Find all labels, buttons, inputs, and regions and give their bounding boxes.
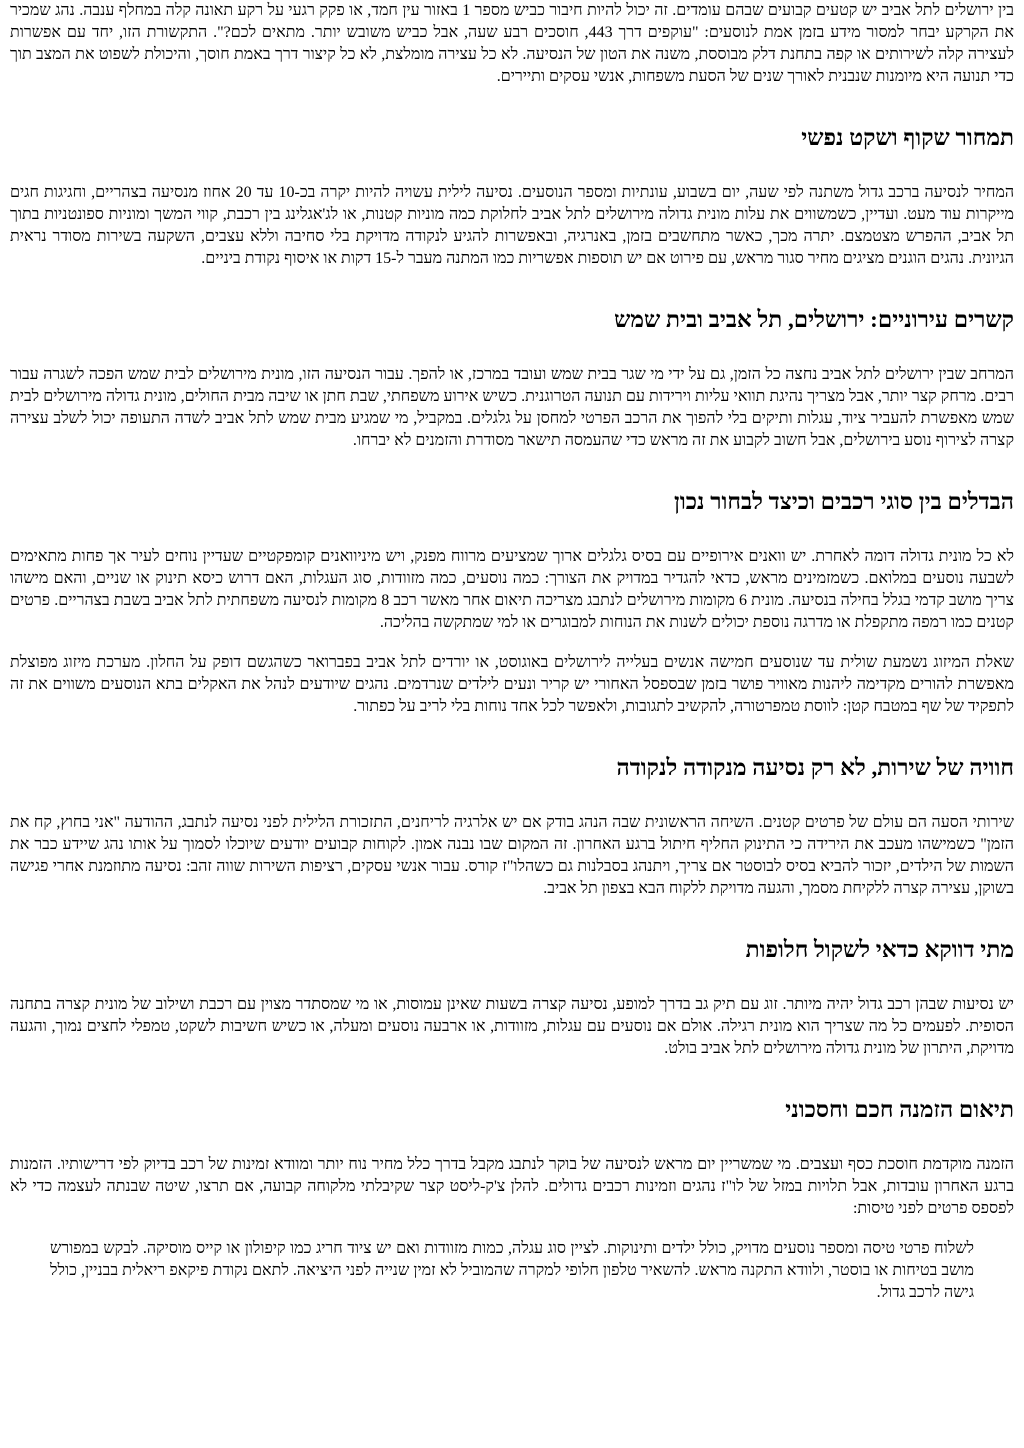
paragraph: המחיר לנסיעה ברכב גדול משתנה לפי שעה, יום בשבוע, עונתיות ומספר הנוסעים. נסיעה לילית עשויה להיות יקרה בכ-10 עד 20 אחוז מנסיעה בצהריים, וחגיגות חגים מייקרות עוד מעט. ועדיין, כשמשווים את עלות מונית גדולה מירושלים לתל אביב לחלוקת כמה מוניות קטנות, או לג'אגלינג בין רכבת, קווי המשך ומוניות ספונטניות בתוך תל אביב, ההפרש מצטמצם. יתרה מכך, כאשר מתחשבים בזמן, באנרגיה, ובאפשרות להגיע לנקודה מדויקת בלי סחיבה וללא עצבים, השקעה בשירות מסודר נראית הגיונית. נהגים הוגנים מציגים מחיר סגור מראש, עם פירוט אם יש תוספות אפשריות כמו המתנה מעבר ל-15 דקות או איסוף נקודת ביניים.: [10, 184, 1015, 267]
checklist-quote: [50, 1238, 974, 1304]
section-heading: חוויה של שירות, לא רק נסיעה מנקודה לנקודה: [616, 755, 1014, 780]
section-urban-links: [10, 306, 1014, 452]
section-alternatives: [10, 936, 1014, 1060]
section-pricing: [10, 124, 1014, 270]
section-smart-booking: [10, 1096, 1014, 1304]
paragraph: הזמנה מוקדמת חוסכת כסף ועצבים. מי שמשריין יום מראש לנסיעה של בוקר לנתבג מקבל בדרך כלל מחיר נוח יותר ומוודא זמינות של רכב בדיוק לפי דרישותיו. הזמנות ברגע האחרון עובדות, אבל תלויות במזל של לו"ז נהגים וזמינות רכבים גדולים. להלן צ'ק-ליסט קצר שקיבלתי מלקוחה קבועה, אם תרצו, שיטה שבנתה לעצמה כדי לא לפספס פרטים לפני טיסות:: [10, 1156, 1014, 1217]
section-heading: תיאום הזמנה חכם וחסכוני: [785, 1097, 1014, 1122]
section-heading: תמחור שקוף ושקט נפשי: [801, 125, 1014, 150]
section-service-experience: [10, 754, 1014, 900]
paragraph: המרחב שבין ירושלים לתל אביב נחצה כל הזמן, גם על ידי מי שגר בבית שמש ועובד במרכז, או להפך. עבור הנסיעה הזו, מונית מירושלים לבית שמש הפכה לשגרה עבור רבים. מרחק קצר יותר, אבל מצריך נהיגת תוואי עליות וירידות עם תנועה הטרוגנית. כשיש אירוע משפחתי, שבת חתן או שיבה מבית החולים, מונית גדולה מירושלים לבית שמש מאפשרת להעביר ציוד, עגלות ותיקים בלי להפוך את הרכב הפרטי למחסן על גלגלים. במקביל, מי שמגיע מבית שמש לתל אביב לשדה התעופה יכול לשלב עצירה קצרה לצירוף נוסע בירושלים, אבל חשוב לקבוע את זה מראש כדי שהעמסה תישאר מסודרת והזמנים לא יברחו.: [10, 366, 1014, 449]
paragraph: לא כל מונית גדולה דומה לאחרת. יש וואנים אירופיים עם בסיס גלגלים ארוך שמציעים מרווח מפנק, ויש מיניוואנים קומפקטיים שעדיין נוחים לעיר אך פחות מתאימים לשבעה נוסעים במלואם. כשמזמינים מראש, כדאי להגדיר במדויק את הצורך: כמה נוסעים, כמה מזוודות, סוג העגלות, האם דרוש כיסא תינוק או שניים, והאם מישהו צריך מושב קדמי בגלל בחילה בנסיעה. מונית 6 מקומות מירושלים לנתבג מצריכה תיאום אחר מאשר רכב 8 מקומות לנסיעה משפחתית לתל אביב בשבת בצהריים. פרטים קטנים כמו רמפה מתקפלת או מדרגה נוספת יכולים לשנות את הנוחות למבוגרים או למי שמתקשה בהליכה.: [10, 548, 1015, 631]
section-vehicle-types: [10, 488, 1014, 718]
section-heading: הבדלים בין סוגי רכבים וכיצד לבחור נכון: [674, 489, 1014, 514]
paragraph: שירותי הסעה הם עולם של פרטים קטנים. השיחה הראשונית שבה הנהג בודק אם יש אלרגיה לריחנים, התזכורת הלילית לפני נסיעה לנתבג, ההודעה "אני בחוץ, קח את הזמן" כשמישהו מעכב את הירידה כי התינוק החליף חיתול ברגע האחרון. זה המקום שבו נבנה אמון. לקוחות קבועים יודעים שיוכלו לסמוך על אותו נהג שיידע כבר את השמות של הילדים, יזכור להביא בסיס לבוסטר אם צריך, ויתנהג בסבלנות גם כשהלו"ז קורס. עבור אנשי עסקים, רציפות השירות שווה זהב: נסיעה מתוזמנת אחרי פגישה בשוקן, עצירה קצרה ללקיחת מסמך, והגעה מדויקת ללקוח הבא בצפון תל אביב.: [10, 814, 1014, 897]
section-heading: קשרים עירוניים: ירושלים, תל אביב ובית שמש: [614, 307, 1014, 332]
section-heading: מתי דווקא כדאי לשקול חלופות: [745, 937, 1014, 962]
paragraph: יש נסיעות שבהן רכב גדול יהיה מיותר. זוג עם תיק גב בדרך למופע, נסיעה קצרה בשעות שאינן עמוסות, או מי שמסתדר מצוין עם רכבת ושילוב של מונית קצרה בתחנה הסופית. לפעמים כל מה שצריך הוא מונית רגילה. אולם אם נוסעים עם עגלות, מזוודות, או ארבעה נוסעים ומעלה, או כשיש חשיבות לשקט, טמפלי לחצים נמוך, והגעה מדויקת, היתרון של מונית גדולה מירושלים לתל אביב בולט.: [10, 996, 1014, 1057]
quote-text: לשלוח פרטי טיסה ומספר נוסעים מדויק, כולל ילדים ותינוקות. לציין סוג עגלה, כמות מזוודות ואם יש ציוד חריג כמו קיפולון או קייס מוסיקה. לבקש במפורש מושב בטיחות או בוסטר, ולוודא התקנה מראש. להשאיר טלפון חלופי למקרה שהמוביל לא זמין שנייה לפני היציאה. לתאם נקודת פיקאפ ריאלית בבניין, כולל גישה לרכב גדול.: [50, 1240, 974, 1301]
intro-paragraph: בין ירושלים לתל אביב יש קטעים קבועים שבהם עומדים. זה יכול להיות חיבור כביש מספר 1 באזור עין חמד, או פקק רגעי על רקע תאונה קלה במחלף ענבה. נהג שמכיר את הקרקע יבחר למסור מידע בזמן אמת לנוסעים: "עוקפים דרך 443, חוסכים רבע שעה, אבל כביש משובש יותר. מתאים לכם?". התקשורת הזו, יחד עם אפשרות לעצירה קלה לשירותים או קפה בתחנת דלק מבוססת, משנה את הטון של הנסיעה. לא כל עצירה מומלצת, לא כל קיצור דרך באמת חוסך, והיכולת לשפוט את המצב תוך כדי תנועה היא מיומנות שנבנית לאורך שנים של הסעת משפחות, אנשי עסקים ותיירים.: [10, 2, 1015, 85]
paragraph: שאלת המיזוג נשמעת שולית עד שנוסעים חמישה אנשים בעלייה לירושלים באוגוסט, או יורדים לתל אביב בפברואר כשהגשם דופק על החלון. מערכת מיזוג מפוצלת מאפשרת להורים מקדימה ליהנות מאוויר פושר בזמן שבספסל האחורי יש קריר ונעים לילדים שנרדמים. נהגים שיודעים לנהל את האקלים בתא הנוסעים משווים את זה לתפקיד של שף במטבח קטן: לווסת טמפרטורה, להקשיב לתגובות, ולאפשר לכל אחד נוחות בלי לריב על כפתור.: [10, 654, 1014, 715]
